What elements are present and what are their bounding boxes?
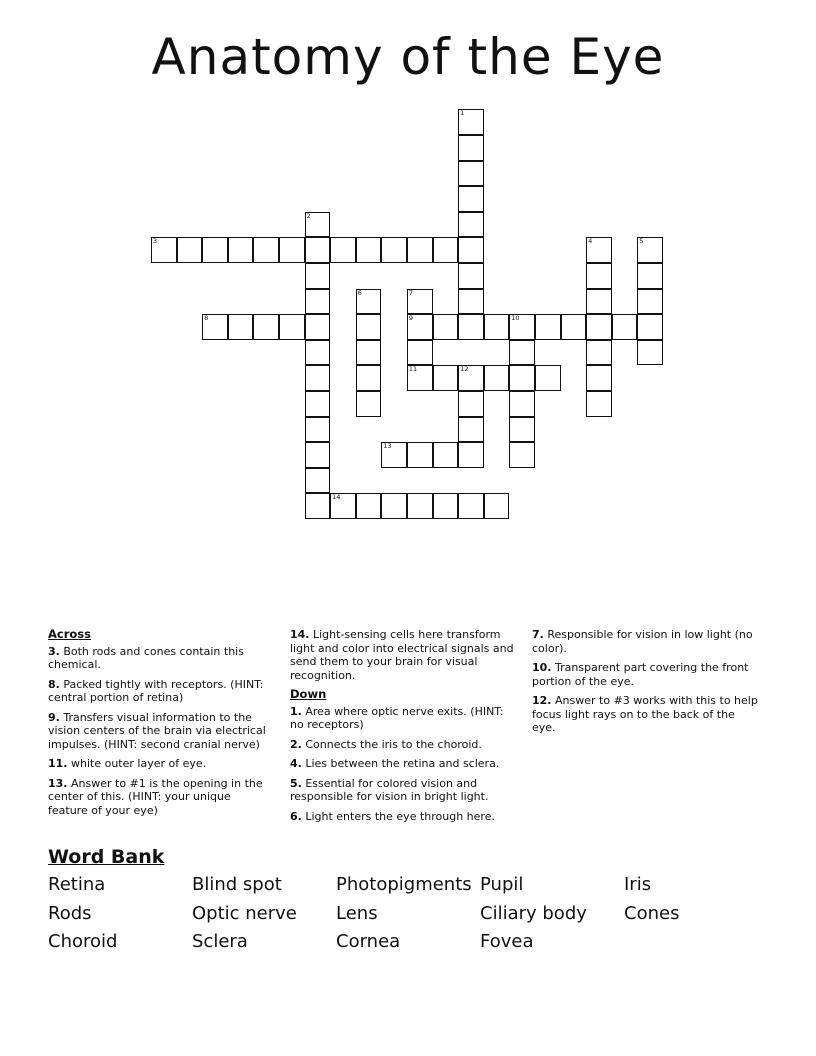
crossword-cell[interactable] (561, 314, 587, 340)
crossword-cell[interactable] (458, 237, 484, 263)
clue-down-10: 10. Transparent part covering the front portion of the eye. (532, 661, 749, 688)
crossword-cell[interactable] (305, 340, 331, 366)
crossword-cell[interactable] (458, 289, 484, 315)
crossword-cell[interactable] (458, 493, 484, 519)
crossword-cell[interactable] (253, 314, 279, 340)
right-clues-column (532, 628, 760, 741)
clue-down-5: 5. Essential for colored vision and responsible for vision in bright light. (290, 776, 489, 803)
crossword-cell[interactable] (330, 237, 356, 263)
crossword-cell[interactable] (458, 314, 484, 340)
crossword-cell[interactable] (458, 135, 484, 161)
crossword-cell[interactable] (509, 391, 535, 417)
crossword-cell[interactable] (586, 289, 612, 315)
crossword-cell[interactable] (202, 237, 228, 263)
crossword-cell[interactable] (253, 237, 279, 263)
crossword-cell[interactable] (458, 186, 484, 212)
crossword-cell[interactable] (612, 314, 638, 340)
crossword-cell[interactable] (458, 442, 484, 468)
clue-down-1: 1. Area where optic nerve exits. (HINT: no receptors) (290, 704, 504, 731)
crossword-cell[interactable] (305, 442, 331, 468)
crossword-cell[interactable] (202, 314, 228, 340)
clue-across-9: 9. Transfers visual information to the vision centers of the brain via electrical impulses. (HINT: second cranial nerve) (48, 710, 266, 751)
crossword-cell[interactable] (586, 391, 612, 417)
crossword-cell[interactable] (305, 237, 331, 263)
crossword-cell[interactable] (509, 442, 535, 468)
clue-across-14: 14. Light-sensing cells here transform light and color into electrical signals and send them to your brain for visual recognition. (290, 628, 514, 682)
crossword-cell[interactable] (279, 314, 305, 340)
crossword-cell[interactable] (228, 314, 254, 340)
clue-down-2: 2. Connects the iris to the choroid. (290, 737, 482, 751)
clue-down-7: 7. Responsible for vision in low light (no color). (532, 628, 753, 655)
word-bank-item: Sclera (192, 931, 248, 952)
crossword-cell[interactable] (484, 365, 510, 391)
crossword-cell[interactable] (458, 263, 484, 289)
crossword-cell[interactable] (151, 237, 177, 263)
clue-number: 3 (152, 237, 158, 246)
crossword-cell[interactable] (509, 340, 535, 366)
crossword-cell[interactable] (407, 365, 433, 391)
word-bank-item: Cones (624, 903, 680, 924)
clue-number: 11 (408, 365, 418, 374)
crossword-cell[interactable] (509, 314, 535, 340)
crossword-cell[interactable] (637, 314, 663, 340)
crossword-cell[interactable] (177, 237, 203, 263)
crossword-cell[interactable] (586, 237, 612, 263)
word-bank-item: Cornea (336, 931, 401, 952)
crossword-cell[interactable] (356, 365, 382, 391)
crossword-cell[interactable] (305, 417, 331, 443)
word-bank-item: Choroid (48, 931, 118, 952)
clue-number: 8 (204, 314, 209, 323)
crossword-cell[interactable] (458, 109, 484, 135)
crossword-cell[interactable] (305, 391, 331, 417)
crossword-cell[interactable] (433, 493, 459, 519)
word-bank-title: Word Bank (48, 846, 165, 868)
crossword-cell[interactable] (637, 263, 663, 289)
word-bank-item: Rods (48, 903, 92, 924)
crossword-cell[interactable] (305, 289, 331, 315)
down-heading: Down (290, 687, 327, 701)
middle-clues-column (290, 628, 518, 829)
crossword-cell[interactable] (381, 237, 407, 263)
crossword-cell[interactable] (407, 442, 433, 468)
crossword-cell[interactable] (305, 493, 331, 519)
crossword-cell[interactable] (458, 212, 484, 238)
crossword-cell[interactable] (279, 237, 305, 263)
crossword-cell[interactable] (356, 493, 382, 519)
crossword-cell[interactable] (509, 365, 535, 391)
crossword-cell[interactable] (637, 289, 663, 315)
word-bank-item: Pupil (480, 874, 524, 895)
across-clues-column (48, 628, 270, 823)
crossword-cell[interactable] (458, 365, 484, 391)
clue-down-12: 12. Answer to #3 works with this to help focus light rays on to the back of the eye. (532, 694, 758, 734)
clue-number: 6 (357, 288, 362, 297)
clue-number: 7 (408, 288, 414, 297)
crossword-cell[interactable] (330, 493, 356, 519)
word-bank-item: Optic nerve (192, 903, 297, 924)
crossword-cell[interactable] (228, 237, 254, 263)
clue-down-6: 6. Light enters the eye through here. (290, 809, 495, 823)
crossword-cell[interactable] (381, 493, 407, 519)
crossword-cell[interactable] (407, 493, 433, 519)
crossword-cell[interactable] (458, 161, 484, 187)
word-bank-item: Ciliary body (480, 903, 587, 924)
crossword-cell[interactable] (637, 340, 663, 366)
word-bank-item: Retina (48, 874, 106, 895)
clue-number: 2 (306, 211, 311, 220)
crossword-cell[interactable] (586, 365, 612, 391)
crossword-cell[interactable] (586, 340, 612, 366)
clue-number: 9 (408, 314, 414, 323)
crossword-cell[interactable] (356, 391, 382, 417)
clue-number: 14 (332, 493, 341, 502)
clue-across-8: 8. Packed tightly with receptors. (HINT: central portion of retina) (48, 677, 264, 704)
crossword-cell[interactable] (407, 237, 433, 263)
crossword-cell[interactable] (637, 237, 663, 263)
clue-number: 1 (460, 109, 465, 118)
clue-number: 4 (588, 237, 593, 246)
crossword-cell[interactable] (356, 289, 382, 315)
word-bank-item: Blind spot (192, 874, 282, 895)
clue-number: 10 (511, 314, 520, 323)
crossword-cell[interactable] (305, 468, 331, 494)
crossword-cell[interactable] (458, 391, 484, 417)
clue-across-11: 11. white outer layer of eye. (48, 757, 207, 770)
crossword-cell[interactable] (407, 340, 433, 366)
crossword-cell[interactable] (586, 314, 612, 340)
crossword-cell[interactable] (433, 237, 459, 263)
word-bank-item: Fovea (480, 931, 534, 952)
crossword-cell[interactable] (458, 417, 484, 443)
crossword-cell[interactable] (484, 493, 510, 519)
crossword-cell[interactable] (433, 365, 459, 391)
clue-number: 5 (639, 237, 644, 246)
crossword-cell[interactable] (535, 314, 561, 340)
crossword-cell[interactable] (407, 314, 433, 340)
crossword-cell[interactable] (586, 263, 612, 289)
word-bank-item: Iris (624, 874, 652, 895)
crossword-cell[interactable] (305, 314, 331, 340)
crossword-cell[interactable] (305, 365, 331, 391)
crossword-cell[interactable] (407, 289, 433, 315)
crossword-cell[interactable] (381, 442, 407, 468)
across-heading: Across (48, 627, 91, 641)
crossword-cell[interactable] (433, 314, 459, 340)
clue-number: 12 (460, 365, 469, 374)
crossword-cell[interactable] (356, 314, 382, 340)
word-bank-item: Photopigments (336, 874, 472, 895)
clue-across-13: 13. Answer to #1 is the opening in the center of this. (HINT: your unique feature of your eye) (48, 776, 263, 817)
crossword-cell[interactable] (305, 212, 331, 238)
clue-number: 13 (383, 442, 392, 451)
crossword-cell[interactable] (356, 340, 382, 366)
crossword-cell[interactable] (484, 314, 510, 340)
word-bank-item: Lens (336, 903, 378, 924)
crossword-cell[interactable] (305, 263, 331, 289)
crossword-cell[interactable] (433, 442, 459, 468)
crossword-cell[interactable] (356, 237, 382, 263)
page-title: Anatomy of the Eye (151, 28, 665, 86)
clue-across-3: 3. Both rods and cones contain this chemical. (48, 644, 244, 671)
crossword-cell[interactable] (509, 417, 535, 443)
clue-down-4: 4. Lies between the retina and sclera. (290, 757, 500, 770)
crossword-cell[interactable] (535, 365, 561, 391)
